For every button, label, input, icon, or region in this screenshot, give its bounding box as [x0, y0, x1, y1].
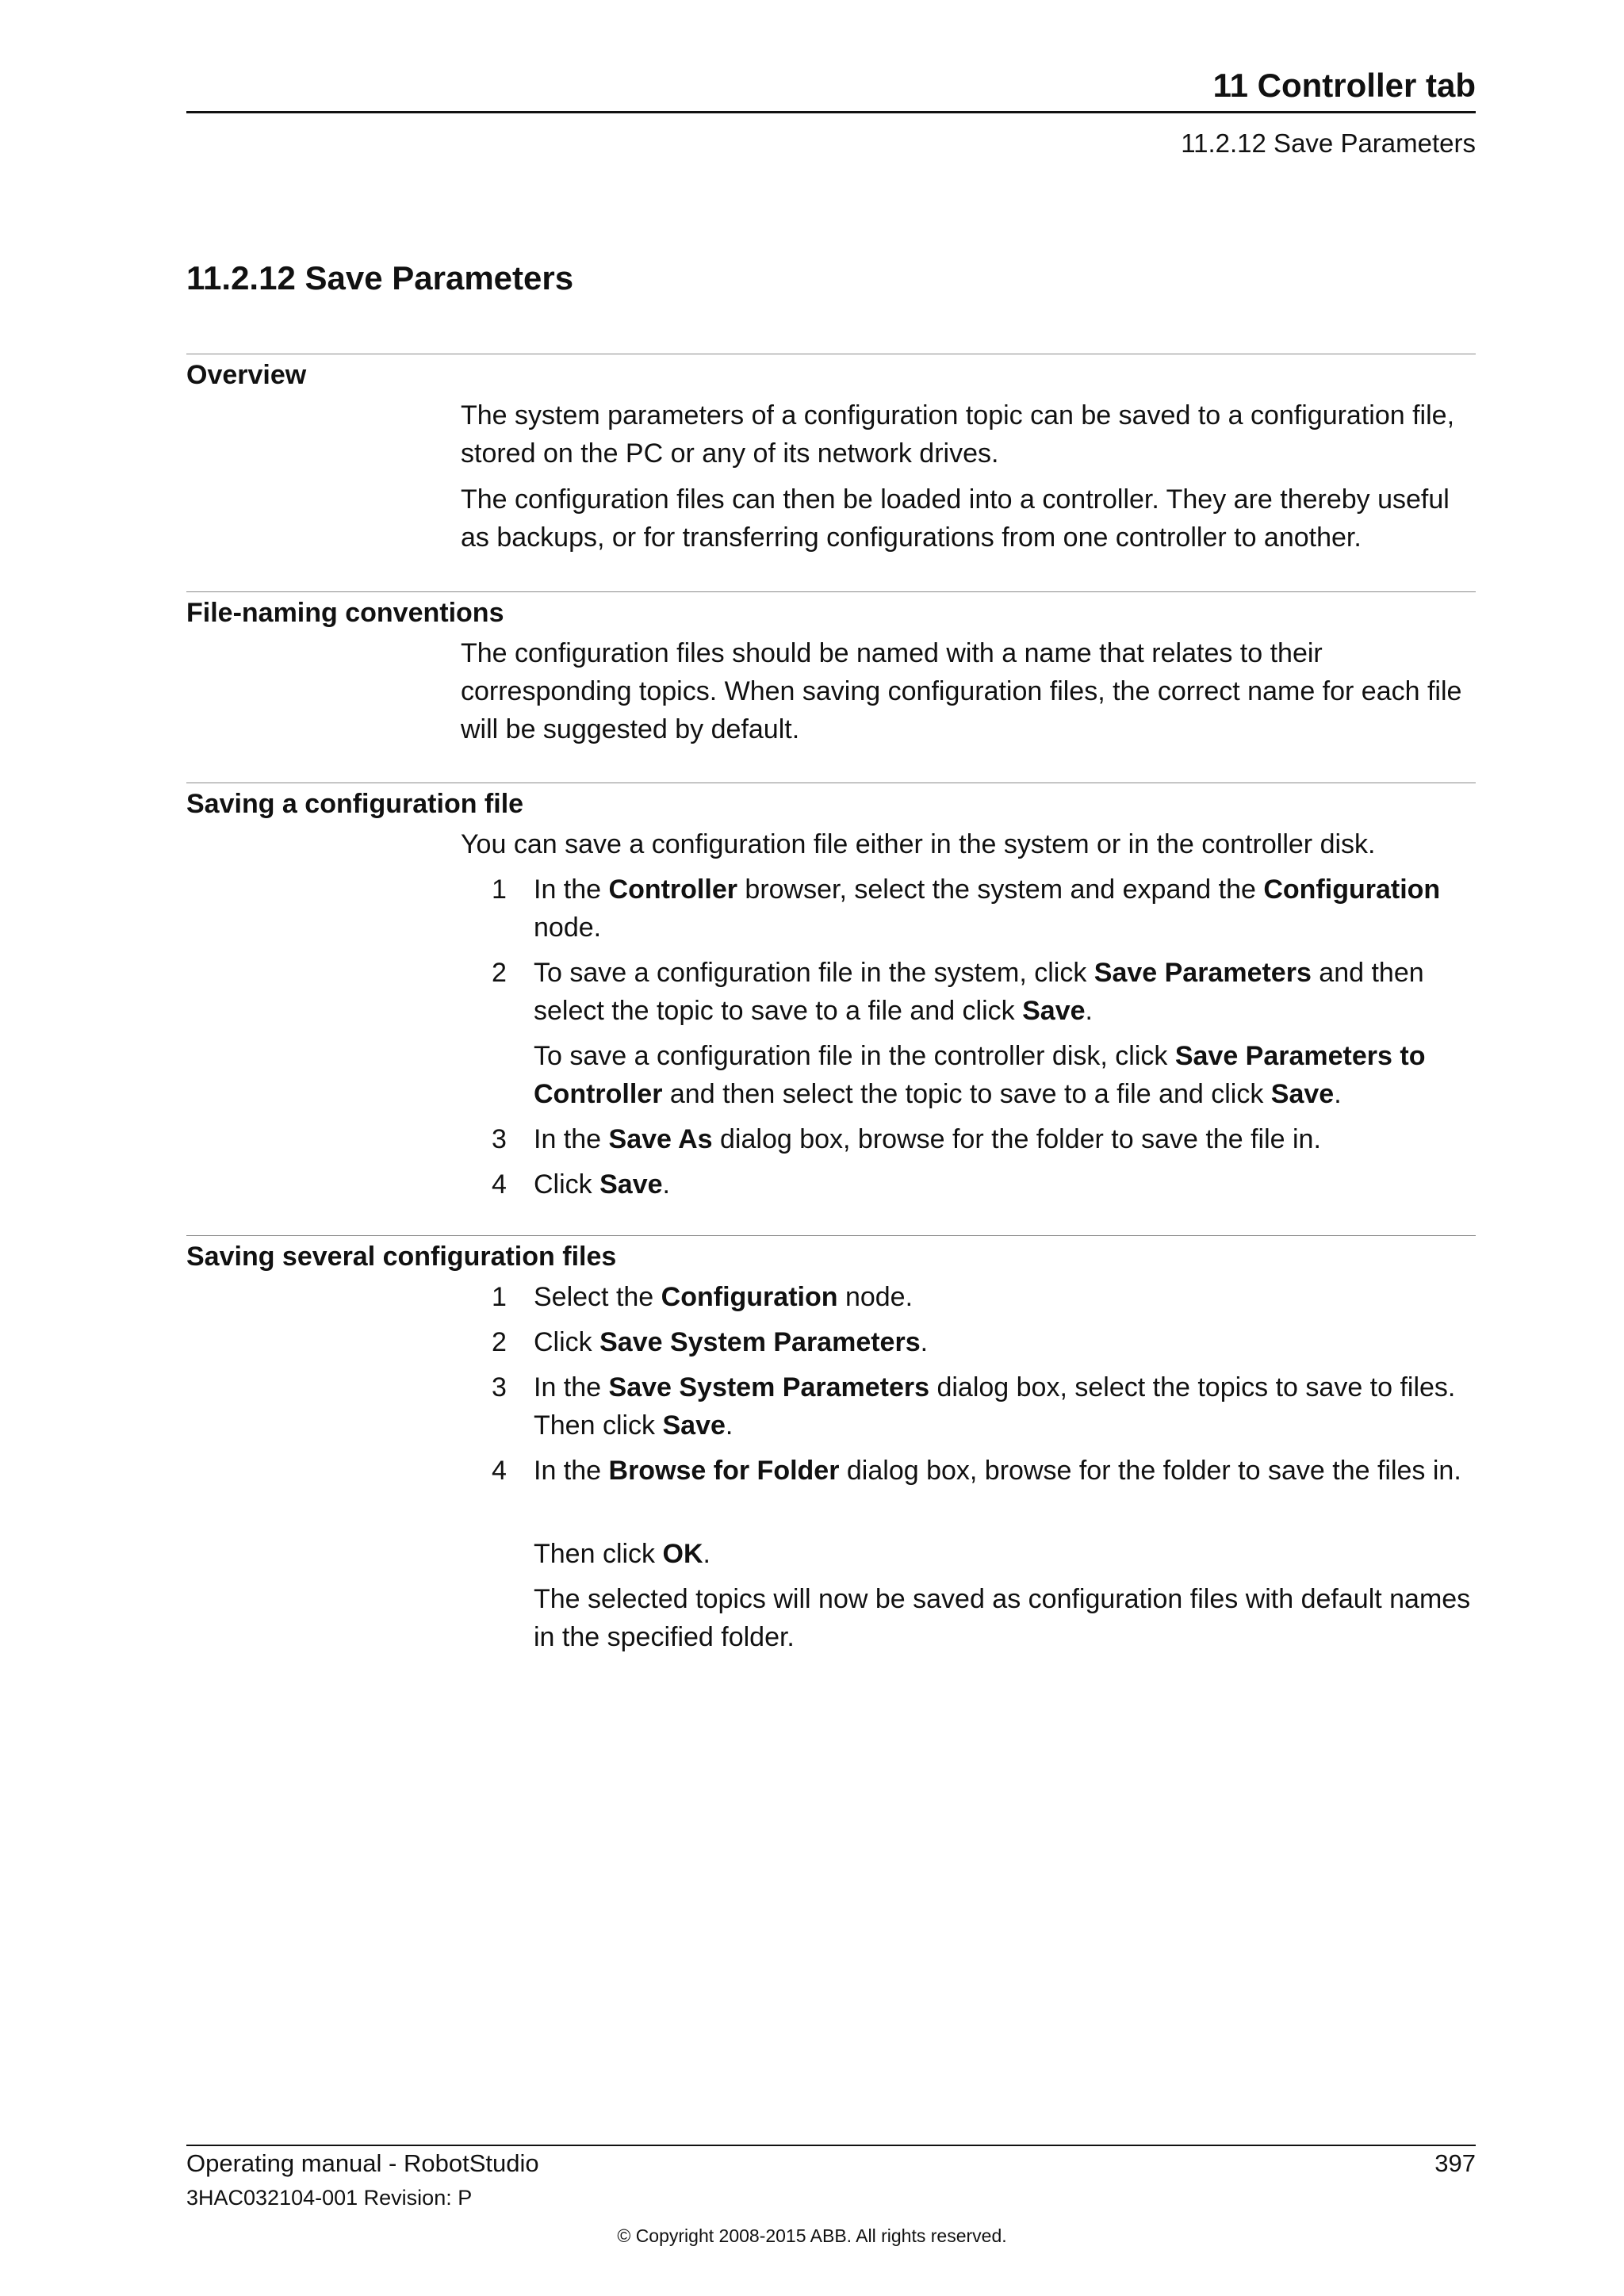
running-header-section: 11.2.12 Save Parameters [1181, 128, 1476, 158]
overview-paragraph-2: The configuration files can then be loaded into a controller. They are thereby useful as backups, or for transferring configurations from one controller to another. [461, 484, 1450, 553]
step-result: The selected topics will now be saved as configuration files with default names in the specified folder. [534, 1584, 1471, 1652]
header-rule [186, 111, 1476, 113]
section-heading-saving-one: Saving a configuration file [186, 789, 524, 819]
footer-manual-title: Operating manual - RobotStudio [186, 2149, 539, 2177]
step-text: In the Save As dialog box, browse for the folder to save the file in. [534, 1124, 1321, 1154]
step-text: In the Browse for Folder dialog box, browse for the folder to save the files in. [534, 1456, 1461, 1486]
section-heading-overview: Overview [186, 360, 307, 390]
footer-page-number: 397 [1434, 2149, 1476, 2177]
step-text: To save a configuration file in the system, click Save Parameters and then select the topic to save to a file and click Save. [534, 958, 1424, 1026]
section-heading-saving-several: Saving several configuration files [186, 1242, 617, 1272]
page-title: 11.2.12 Save Parameters [186, 259, 574, 297]
step-number: 1 [492, 1282, 507, 1312]
footer-document-id: 3HAC032104-001 Revision: P [186, 2186, 473, 2210]
step-number: 2 [492, 958, 507, 988]
step-text: Click Save System Parameters. [534, 1327, 929, 1357]
footer-copyright: © Copyright 2008-2015 ABB. All rights reserved. [617, 2225, 1007, 2246]
step-number: 3 [492, 1372, 507, 1402]
footer-rule [186, 2145, 1476, 2146]
running-header-chapter: 11 Controller tab [1212, 67, 1476, 104]
step-number: 1 [492, 874, 507, 905]
saving-one-intro: You can save a configuration file either in the system or in the controller disk. [461, 829, 1376, 859]
step-text: Click Save. [534, 1169, 670, 1200]
section-divider-saving-several [186, 1235, 1476, 1236]
step-text: In the Save System Parameters dialog box, select the topics to save to files. Then click Save. [534, 1372, 1456, 1441]
step-number: 3 [492, 1124, 507, 1154]
step-number: 4 [492, 1456, 507, 1486]
step-text: Select the Configuration node. [534, 1282, 914, 1312]
section-heading-naming: File-naming conventions [186, 598, 504, 628]
step-continuation: To save a configuration file in the controller disk, click Save Parameters to Controller and then select the topic to save to a file and click Save. [534, 1041, 1426, 1109]
step-number: 4 [492, 1169, 507, 1200]
naming-paragraph: The configuration files should be named with a name that relates to their corresponding topics. When saving configuration files, the correct name for each file will be suggested by default. [461, 638, 1462, 744]
overview-paragraph-1: The system parameters of a configuration topic can be saved to a configuration file, stored on the PC or any of its network drives. [461, 400, 1455, 469]
step-continuation: Then click OK. [534, 1539, 710, 1569]
step-number: 2 [492, 1327, 507, 1357]
section-divider-naming [186, 591, 1476, 592]
step-text: In the Controller browser, select the system and expand the Configuration node. [534, 874, 1441, 943]
